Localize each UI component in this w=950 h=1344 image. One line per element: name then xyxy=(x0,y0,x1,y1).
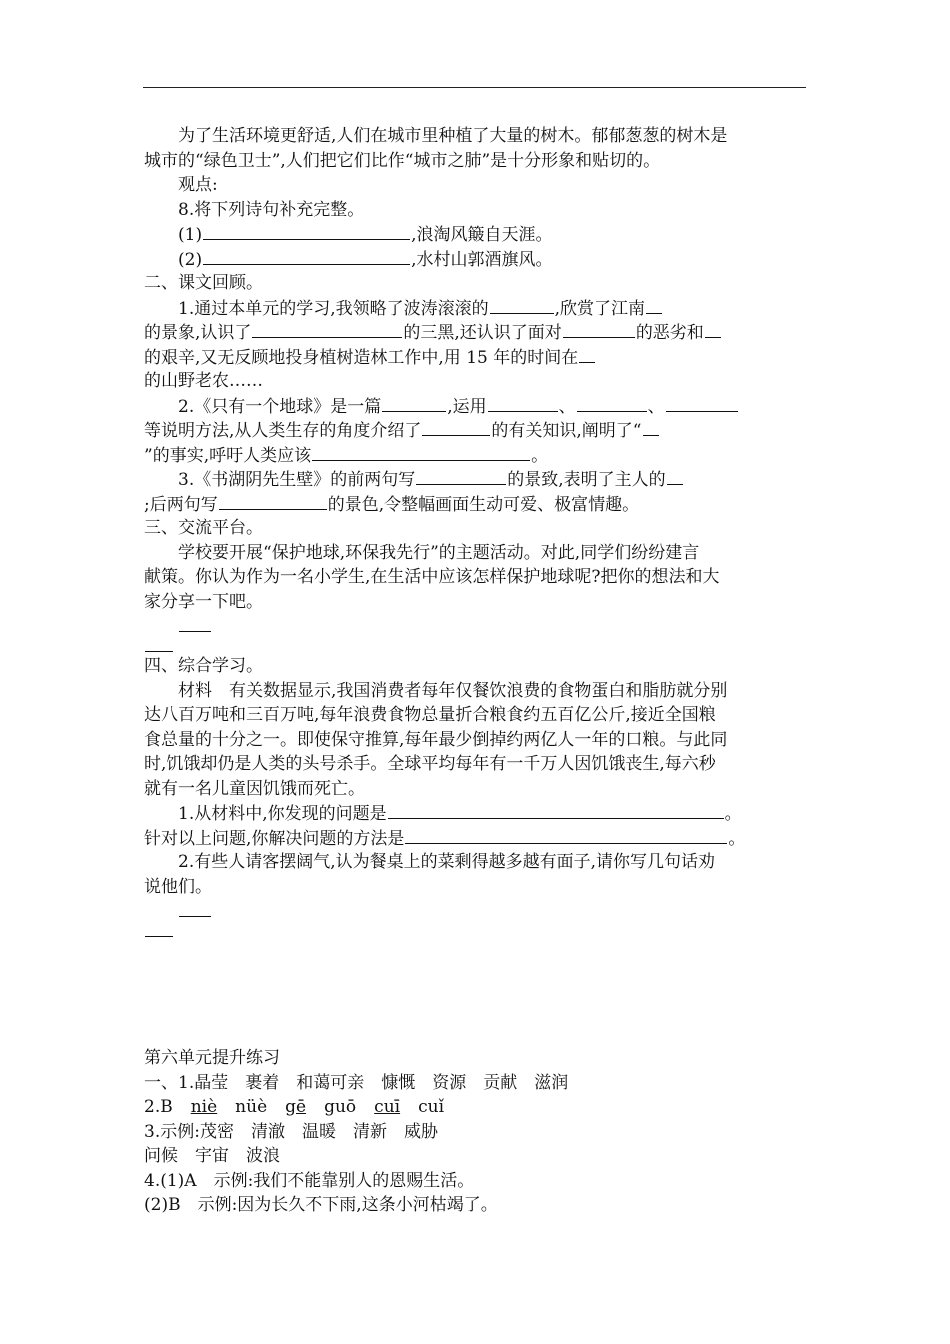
comprehensive-q1 xyxy=(144,801,808,826)
item-number: (2) xyxy=(178,249,203,270)
question-8: 8.将下列诗句补充完整。 xyxy=(178,199,365,220)
answer-blank[interactable] xyxy=(667,467,683,485)
answer-blank[interactable] xyxy=(312,443,530,461)
material-line: 时,饥饿却仍是人类的头号杀手。全球平均每年有一千万人因饥饿丧生,每六秒 xyxy=(144,754,716,774)
text: 3.《书湖阴先生壁》的前两句写 xyxy=(178,470,416,490)
exercise-content xyxy=(144,124,808,939)
answer-key xyxy=(144,1046,808,1218)
review-q2-line xyxy=(144,394,808,419)
answer-blank[interactable] xyxy=(203,247,410,265)
pinyin: nüè xyxy=(235,1097,268,1117)
text: ,运用 xyxy=(447,396,487,417)
comprehensive-q2: 2.有些人请客摆阔气,认为餐桌上的菜剩得越多越有面子,请你写几句话劝 xyxy=(178,852,716,872)
pinyin: cuī xyxy=(374,1097,401,1117)
answer-blank[interactable] xyxy=(388,801,724,819)
passage-line: 为了生活环境更舒适,人们在城市里种植了大量的树木。郁郁葱葱的树木是 xyxy=(178,126,728,146)
answer-blank[interactable] xyxy=(577,394,647,412)
answer-blank[interactable] xyxy=(666,394,738,412)
answer-blank[interactable] xyxy=(490,296,554,314)
answer-blank[interactable] xyxy=(422,418,490,436)
answer-blank[interactable] xyxy=(579,345,595,363)
exchange-prompt-line: 学校要开展“保护地球,环保我先行”的主题活动。对此,同学们纷纷建言 xyxy=(178,542,700,563)
section-heading: 四、综合学习。 xyxy=(144,656,263,676)
answer-blank[interactable] xyxy=(646,296,662,314)
text: ,欣赏了江南 xyxy=(554,298,646,319)
section-heading: 二、课文回顾。 xyxy=(144,273,263,293)
header-rule xyxy=(143,87,806,88)
comprehensive-q1 xyxy=(144,826,808,851)
answer-line: 4.(1)A 示例:我们不能靠别人的恩赐生活。 xyxy=(144,1170,475,1191)
review-q1-line xyxy=(144,345,808,370)
text: 的景致,表明了主人的 xyxy=(507,470,666,490)
section-heading: 三、交流平台。 xyxy=(144,518,263,538)
text: 2.B xyxy=(144,1097,173,1117)
review-q3-line xyxy=(144,492,808,517)
answer-title: 第六单元提升练习 xyxy=(144,1048,280,1068)
material-line: 食总量的十分之一。即使保守推算,每年最少倒掉约两亿人一年的口粮。与此同 xyxy=(144,729,728,750)
answer-blank[interactable] xyxy=(643,418,659,436)
text: 的恶劣和 xyxy=(635,323,704,343)
writing-area[interactable] xyxy=(144,899,808,919)
answer-line xyxy=(144,1095,808,1120)
answer-blank[interactable] xyxy=(179,614,211,632)
review-q2-line xyxy=(144,418,808,443)
answer-blank[interactable] xyxy=(203,222,410,240)
answer-blank[interactable] xyxy=(705,320,721,338)
text: ”的事实,呼吁人类应该 xyxy=(144,445,312,466)
text: 的景色,令整幅画面生动可爱、极富情趣。 xyxy=(327,494,640,515)
text: 1.通过本单元的学习,我领略了波涛滚滚的 xyxy=(178,298,489,319)
text: 的有关知识,阐明了“ xyxy=(491,421,642,441)
answer-blank[interactable] xyxy=(179,899,211,917)
writing-area[interactable] xyxy=(144,634,808,654)
passage-line: 城市的“绿色卫士”,人们把它们比作“城市之肺”是十分形象和贴切的。 xyxy=(144,150,661,171)
text: ;后两句写 xyxy=(144,494,218,515)
material-line: 达八百万吨和三百万吨,每年浪费食物总量折合粮食约五百亿公斤,接近全国粮 xyxy=(144,705,716,725)
text: 的景象,认识了 xyxy=(144,323,252,343)
text: 。 xyxy=(531,445,549,466)
review-q3-line xyxy=(144,467,808,492)
text: 的艰辛,又无反顾地投身植树造林工作中,用 15 年的时间在 xyxy=(144,347,579,368)
item-number: (1) xyxy=(178,225,203,245)
text: 、 xyxy=(647,396,665,417)
answer-blank[interactable] xyxy=(405,826,727,844)
text: 等说明方法,从人类生存的角度介绍了 xyxy=(144,421,422,441)
text: 2.《只有一个地球》是一篇 xyxy=(178,396,382,417)
poem-line: ,水村山郭酒旗风。 xyxy=(411,249,553,270)
material-line: 材料 有关数据显示,我国消费者每年仅餐饮浪费的食物蛋白和脂肪就分别 xyxy=(178,680,728,701)
text: 。 xyxy=(724,804,742,824)
text: 、 xyxy=(558,396,576,417)
pinyin: gē xyxy=(285,1097,307,1117)
pinyin: guō xyxy=(324,1097,357,1117)
pinyin: niè xyxy=(190,1097,218,1117)
poem-line: ,浪淘风簸自天涯。 xyxy=(411,225,553,245)
review-q1-line: 的山野老农…… xyxy=(144,371,263,391)
answer-blank[interactable] xyxy=(252,320,402,338)
answer-line: 一、1.晶莹 裹着 和蔼可亲 慷慨 资源 贡献 滋润 xyxy=(144,1072,569,1093)
text: 1.从材料中,你发现的问题是 xyxy=(178,804,387,824)
answer-blank[interactable] xyxy=(219,492,327,510)
answer-line: (2)B 示例:因为长久不下雨,这条小河枯竭了。 xyxy=(144,1195,498,1215)
material-line: 就有一名儿童因饥饿而死亡。 xyxy=(144,778,365,799)
comprehensive-q2: 说他们。 xyxy=(144,876,212,897)
answer-line: 3.示例:茂密 清澈 温暖 清新 威胁 xyxy=(144,1121,438,1142)
question-8-1 xyxy=(144,222,808,247)
answer-line: 问候 宇宙 波浪 xyxy=(144,1146,280,1166)
answer-blank[interactable] xyxy=(145,634,173,652)
review-q1-line xyxy=(144,296,808,321)
text: 的三黑,还认识了面对 xyxy=(403,323,562,343)
text: 针对以上问题,你解决问题的方法是 xyxy=(144,828,405,849)
question-8-2 xyxy=(144,247,808,272)
answer-blank[interactable] xyxy=(416,467,506,485)
exchange-prompt-line: 家分享一下吧。 xyxy=(144,591,263,612)
answer-blank[interactable] xyxy=(382,394,446,412)
review-q2-line xyxy=(144,443,808,468)
answer-blank[interactable] xyxy=(563,320,635,338)
text: 。 xyxy=(728,828,746,849)
writing-area[interactable] xyxy=(144,919,808,939)
answer-blank[interactable] xyxy=(145,919,173,937)
writing-area[interactable] xyxy=(144,614,808,634)
answer-blank[interactable] xyxy=(488,394,558,412)
viewpoint-label: 观点: xyxy=(178,175,218,195)
pinyin: cuǐ xyxy=(418,1097,445,1117)
exchange-prompt-line: 献策。你认为作为一名小学生,在生活中应该怎样保护地球呢?把你的想法和大 xyxy=(144,567,720,587)
review-q1-line xyxy=(144,320,808,345)
